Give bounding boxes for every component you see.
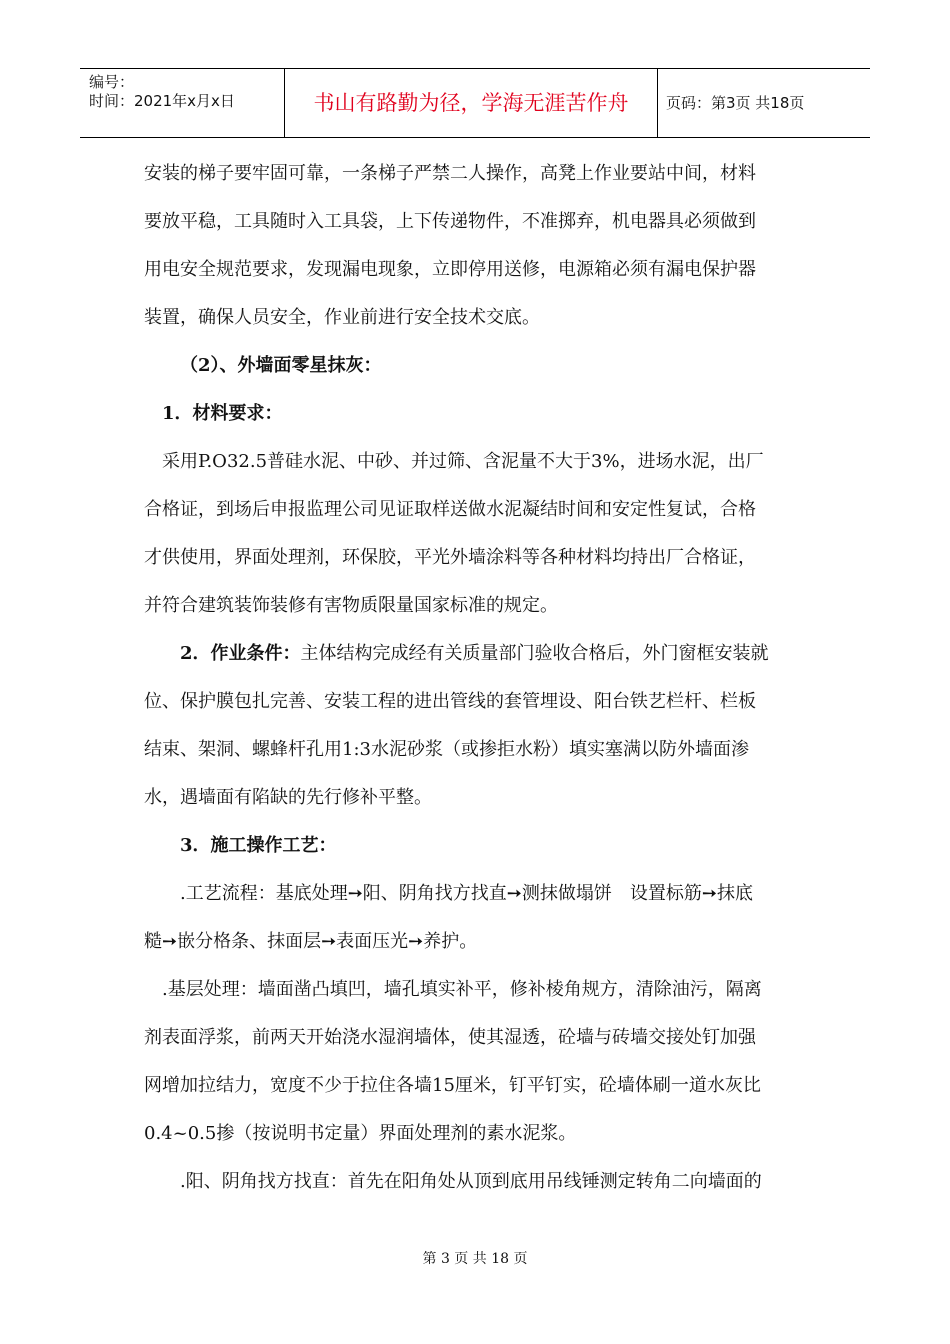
- page-header: [80, 68, 870, 138]
- text-line: 安装的梯子要牢固可靠，一条梯子严禁二人操作，高凳上作业要站中间，材料: [144, 163, 756, 184]
- text-line: 合格证，到场后申报监理公司见证取样送做水泥凝结时间和安定性复试，合格: [144, 499, 756, 520]
- text-line: 网增加拉结力，宽度不少于拉住各墙15厘米，钉平钉实，砼墙体刷一道水灰比: [144, 1075, 761, 1096]
- subsection-title-materials: 1．材料要求：: [162, 403, 283, 424]
- text-line: 用电安全规范要求，发现漏电现象，立即停用送修，电源箱必须有漏电保护器: [144, 259, 756, 280]
- text-line: 位、保护膜包扎完善、安装工程的进出管线的套管埋设、阳台铁艺栏杆、栏板: [144, 691, 756, 712]
- header-page-info: 页码：第3页 共18页: [666, 94, 805, 112]
- number-label: 编号：: [89, 73, 135, 91]
- page-footer: 第 3 页 共 18 页: [422, 1251, 528, 1267]
- text-line: .工艺流程：基底处理➙阳、阴角找方找直➙测抹做塌饼 设置标筋➙抹底: [180, 883, 753, 904]
- paragraph-safety: [144, 150, 806, 342]
- text-line: 0.4~0.5掺（按说明书定量）界面处理剂的素水泥浆。: [144, 1123, 577, 1144]
- paragraph-base-treatment: [144, 966, 806, 1158]
- text-line: 要放平稳，工具随时入工具袋，上下传递物件，不准掷弃，机电器具必须做到: [144, 211, 756, 232]
- section-title: （2）、外墙面零星抹灰：: [180, 355, 382, 376]
- text-line: 采用P.O32.5普硅水泥、中砂、并过筛、含泥量不大于3%，进场水泥，出厂: [162, 451, 764, 472]
- text-line: 装置，确保人员安全，作业前进行安全技术交底。: [144, 307, 540, 328]
- paragraph-materials: [144, 438, 806, 630]
- text-line: .阳、阴角找方找直：首先在阳角处从顶到底用吊线锤测定转角二向墙面的: [180, 1171, 762, 1192]
- subsection-title-conditions: 2．作业条件：: [180, 643, 301, 664]
- subsection-title-process: 3．施工操作工艺：: [180, 835, 337, 856]
- text-line: 剂表面浮浆，前两天开始浇水湿润墙体，使其湿透，砼墙与砖墙交接处钉加强: [144, 1027, 756, 1048]
- text-line: .基层处理：墙面凿凸填凹，墙孔填实补平，修补棱角规方，清除油污，隔离: [162, 979, 762, 1000]
- text-line: [144, 630, 806, 678]
- paragraph-corners: [144, 1158, 806, 1206]
- header-meta-cell: [80, 69, 285, 137]
- text-line: 并符合建筑装饰装修有害物质限量国家标准的规定。: [144, 595, 558, 616]
- text-line: 结束、架洞、螺蜂杆孔用1:3水泥砂浆（或掺拒水粉）填实塞满以防外墙面渗: [144, 739, 749, 760]
- text-run: 主体结构完成经有关质量部门验收合格后，外门窗框安装就: [300, 643, 769, 664]
- document-body: [144, 150, 806, 1206]
- paragraph-flow: [144, 870, 806, 966]
- text-line: 水，遇墙面有陷缺的先行修补平整。: [144, 787, 432, 808]
- header-motto: 书山有路勤为径，学海无涯苦作舟: [285, 69, 658, 137]
- text-line: 糙➙嵌分格条、抹面层➙表面压光➙养护。: [144, 931, 478, 952]
- text-line: 才供使用，界面处理剂，环保胶，平光外墙涂料等各种材料均持出厂合格证，: [144, 547, 756, 568]
- time-label: 时间：2021年x月x日: [89, 92, 235, 110]
- paragraph-conditions: [144, 630, 806, 822]
